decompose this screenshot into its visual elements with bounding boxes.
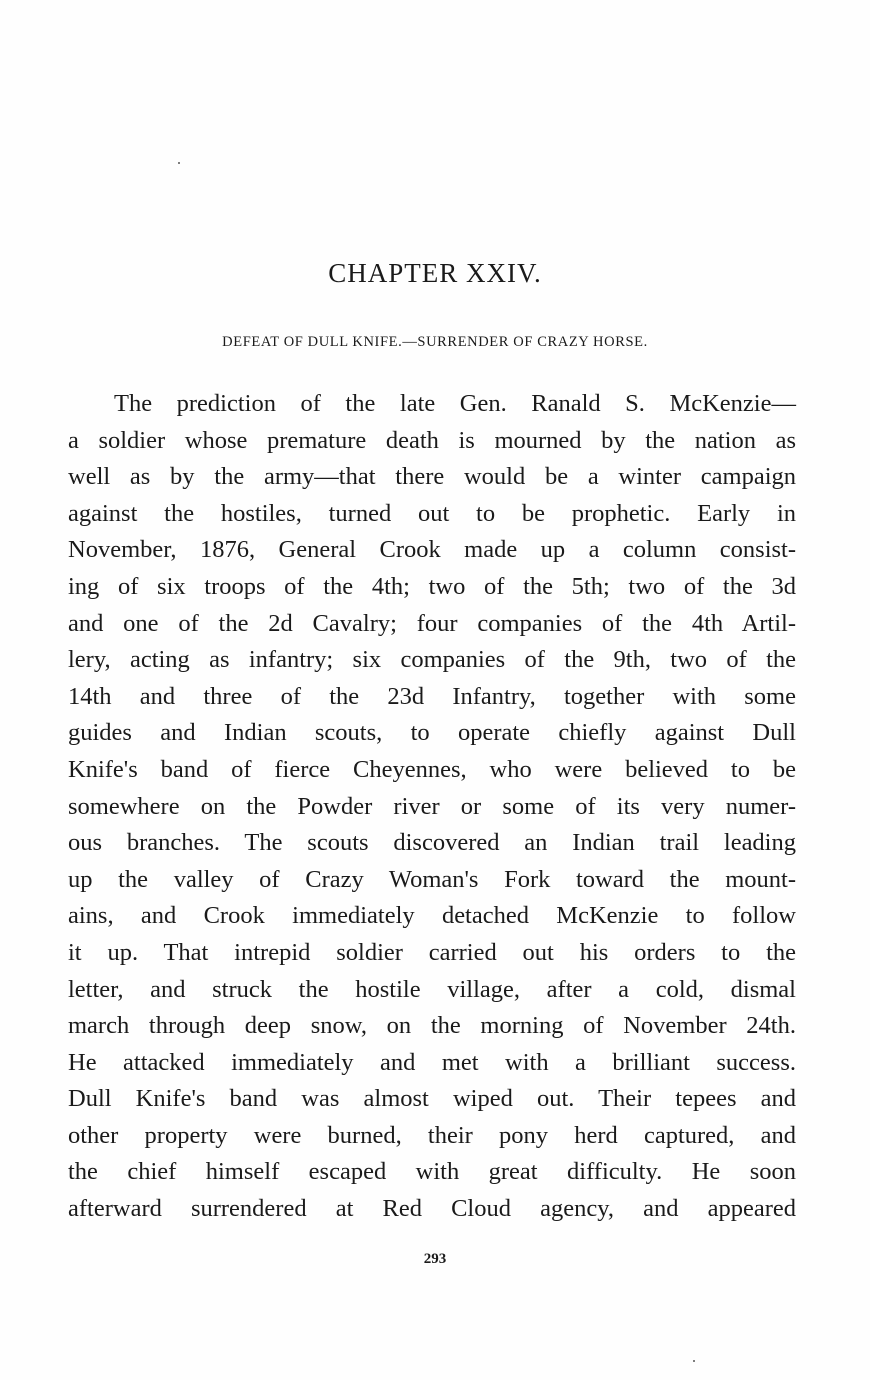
- page-number: 293: [423, 1251, 447, 1267]
- text-line: lery, acting as infantry; six companies of the 9th, two of the: [68, 646, 796, 674]
- text-line: ains, and Crook immediately detached McKenzie to follow: [68, 902, 796, 930]
- paper-speck: [178, 162, 180, 164]
- text-line: Knife's band of fierce Cheyennes, who were believed to be: [68, 755, 796, 783]
- text-line: He attacked immediately and met with a brilliant success.: [68, 1048, 796, 1076]
- text-line: the chief himself escaped with great difficulty. He soon: [68, 1158, 796, 1186]
- text-line: other property were burned, their pony herd captured, and: [68, 1121, 796, 1149]
- body-text: [68, 386, 796, 1228]
- text-line: Dull Knife's band was almost wiped out. Their tepees and: [68, 1085, 796, 1113]
- text-line: November, 1876, General Crook made up a column consist-: [68, 536, 796, 564]
- text-line: against the hostiles, turned out to be prophetic. Early in: [68, 499, 796, 527]
- text-line: ing of six troops of the 4th; two of the 5th; two of the 3d: [68, 572, 796, 600]
- text-line: letter, and struck the hostile village, after a cold, dismal: [68, 975, 796, 1003]
- text-line: afterward surrendered at Red Cloud agency, and appeared: [68, 1195, 796, 1223]
- text-line: it up. That intrepid soldier carried out his orders to the: [68, 938, 796, 966]
- text-line: and one of the 2d Cavalry; four companies of the 4th Artil-: [68, 609, 796, 637]
- text-line: ous branches. The scouts discovered an Indian trail leading: [68, 829, 796, 857]
- text-line: well as by the army—that there would be a winter campaign: [68, 463, 796, 491]
- text-line: march through deep snow, on the morning of November 24th.: [68, 1012, 796, 1040]
- text-line: The prediction of the late Gen. Ranald S. McKenzie—: [114, 390, 796, 417]
- text-line: somewhere on the Powder river or some of its very numer-: [68, 792, 796, 820]
- text-line: up the valley of Crazy Woman's Fork toward the mount-: [68, 865, 796, 893]
- chapter-subtitle: DEFEAT OF DULL KNIFE.—SURRENDER OF CRAZY HORSE.: [222, 334, 648, 350]
- paper-speck: [693, 1360, 695, 1362]
- text-line: a soldier whose premature death is mourned by the nation as: [68, 426, 796, 454]
- chapter-title: CHAPTER XXIV.: [328, 258, 542, 288]
- text-line: 14th and three of the 23d Infantry, together with some: [68, 682, 796, 710]
- text-line: guides and Indian scouts, to operate chiefly against Dull: [68, 719, 796, 747]
